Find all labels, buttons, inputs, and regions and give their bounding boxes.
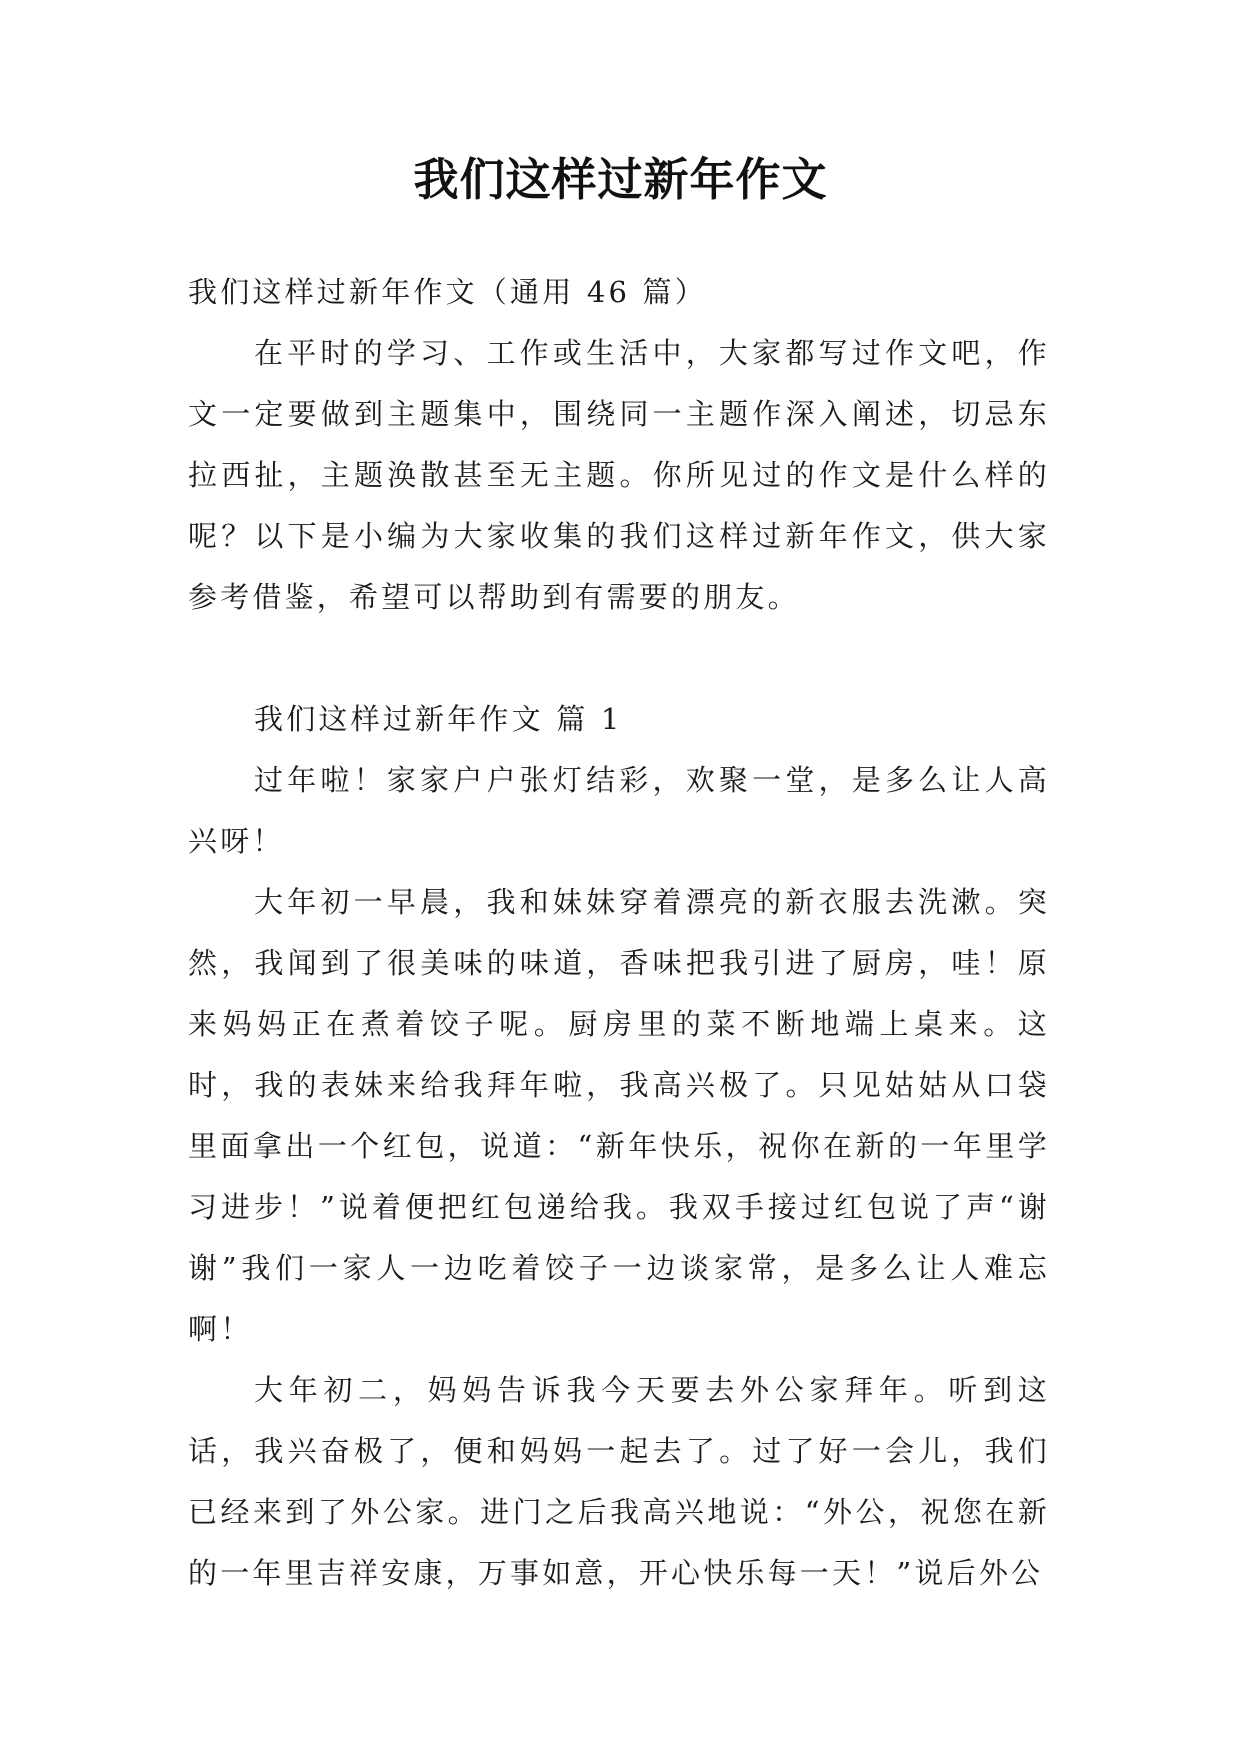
body-paragraph: 大年初一早晨，我和妹妹穿着漂亮的新衣服去洗漱。突然，我闻到了很美味的味道，香味把我引进了厨房，哇！原来妈妈正在煮着饺子呢。厨房里的菜不断地端上桌来。这时，我的表妹来给我拜年啦，我高兴极了。只见姑姑从口袋里面拿出一个红包，说道：“新年快乐，祝你在新的一年里学习进步！”说着便把红包递给我。我双手接过红包说了声“谢谢”我们一家人一边吃着饺子一边谈家常，是多么让人难忘啊！ [188, 885, 1050, 1346]
body-paragraph: 过年啦！家家户户张灯结彩，欢聚一堂，是多么让人高兴呀！ [188, 763, 1050, 858]
paragraph-gap [188, 628, 1050, 689]
intro-paragraph: 在平时的学习、工作或生活中，大家都写过作文吧，作文一定要做到主题集中，围绕同一主题作深入阐述，切忌东拉西扯，主题涣散甚至无主题。你所见过的作文是什么样的呢？以下是小编为大家收集的我们这样过新年作文，供大家参考借鉴，希望可以帮助到有需要的朋友。 [188, 336, 1050, 614]
body-paragraph: 大年初二，妈妈告诉我今天要去外公家拜年。听到这话，我兴奋极了，便和妈妈一起去了。过了好一会儿，我们已经来到了外公家。进门之后我高兴地说：“外公，祝您在新的一年里吉祥安康，万事如意，开心快乐每一天！”说后外公 [188, 1373, 1050, 1590]
section-heading: 我们这样过新年作文 篇 1 [254, 702, 623, 736]
document-body [188, 262, 1050, 1604]
document-title: 我们这样过新年作文 [413, 153, 828, 206]
document-subtitle: 我们这样过新年作文（通用 46 篇） [188, 275, 707, 309]
